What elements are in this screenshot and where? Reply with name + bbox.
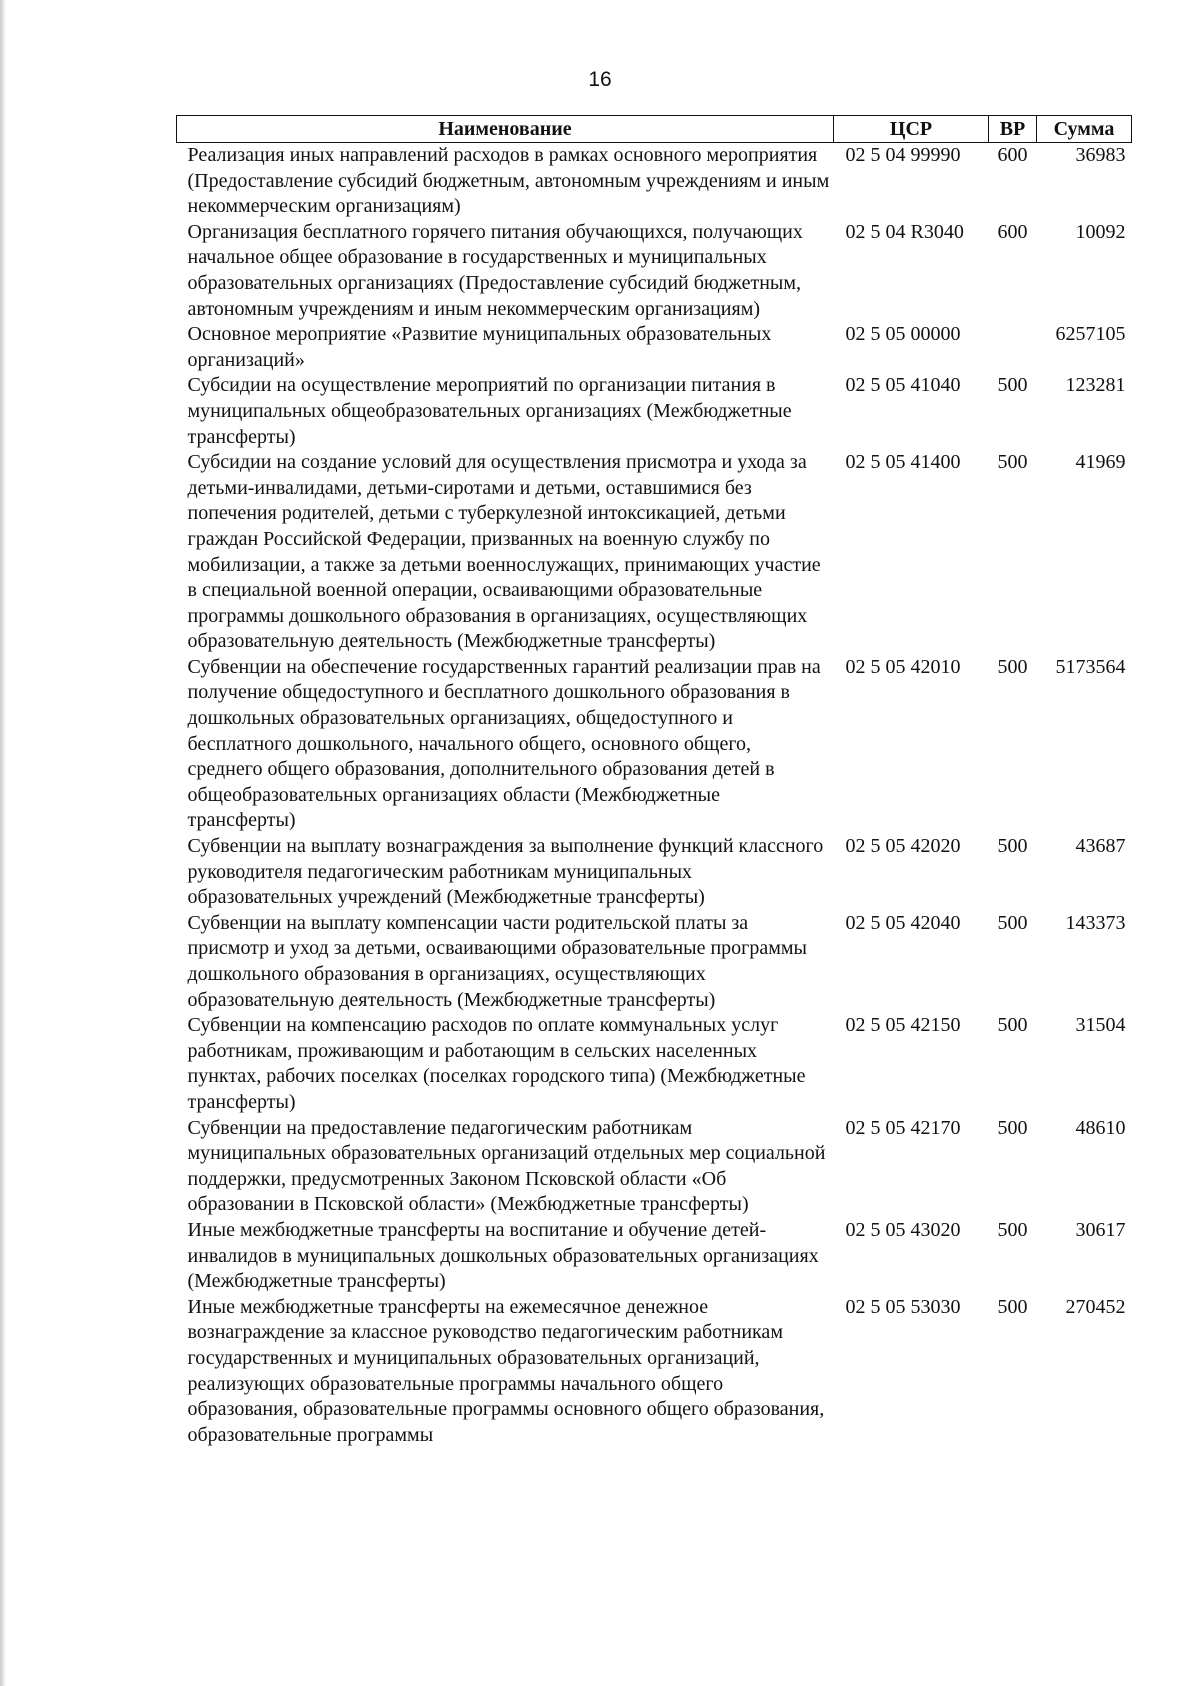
table-row — [177, 143, 1132, 220]
table-row — [177, 450, 1132, 655]
row-vr: 500 — [997, 835, 1028, 858]
row-sum: 10092 — [1075, 220, 1126, 243]
table-row — [177, 834, 1132, 911]
row-csr: 02 5 05 00000 — [845, 323, 961, 346]
row-vr: 500 — [997, 1295, 1028, 1318]
scan-edge — [0, 0, 6, 1686]
row-vr — [989, 322, 1037, 373]
row-csr: 02 5 05 42020 — [845, 835, 961, 858]
row-csr: 02 5 05 43020 — [845, 1218, 961, 1241]
row-sum: 143373 — [1065, 911, 1126, 934]
table-row — [177, 911, 1132, 1013]
header-csr: ЦСР — [834, 116, 989, 143]
page-number: 16 — [588, 68, 612, 91]
row-sum: 30617 — [1075, 1218, 1126, 1241]
row-sum: 31504 — [1075, 1014, 1126, 1037]
table-row — [177, 1218, 1132, 1295]
row-sum: 5173564 — [1055, 655, 1126, 678]
row-name: Реализация иных направлений расходов в рамках основного мероприятия (Предоставление субсидий бюджетным, автономным учреждениям и иным некоммерческим организациям) — [187, 144, 830, 218]
row-vr: 500 — [997, 911, 1028, 934]
row-vr: 500 — [997, 1014, 1028, 1037]
row-vr: 500 — [997, 1218, 1028, 1241]
row-name: Основное мероприятие «Развитие муниципальных образовательных организаций» — [187, 323, 772, 371]
row-csr: 02 5 05 42010 — [845, 655, 961, 678]
row-name: Субвенции на выплату компенсации части родительской платы за присмотр и уход за детьми, осваивающими образовательные программы дошкольного образования в организациях, осуществляющих образовательную деятельность (Межбюджетные трансферты) — [187, 911, 807, 1011]
row-name: Субвенции на выплату вознаграждения за выполнение функций классного руководителя педагогическим работникам муниципальных образовательных учреждений (Межбюджетные трансферты) — [187, 835, 824, 909]
row-vr: 500 — [997, 655, 1028, 678]
row-csr: 02 5 05 42040 — [845, 911, 961, 934]
table-header-row — [177, 116, 1132, 143]
header-sum: Сумма — [1037, 116, 1132, 143]
row-csr: 02 5 05 42170 — [845, 1116, 961, 1139]
table-row — [177, 1295, 1132, 1449]
row-csr: 02 5 05 41400 — [845, 451, 961, 474]
row-vr: 500 — [997, 451, 1028, 474]
row-name: Субсидии на создание условий для осуществления присмотра и ухода за детьми-инвалидами, детьми-сиротами и детьми, оставшимися без попечения родителей, детьми с туберкулезной интоксикацией, детьми граждан Российской Федерации, призванных на военную службу по мобилизации, а также за детьми военнослужащих, принимающих участие в специальной военной операции, осваивающими образовательные программы дошкольного образования в организациях, осуществляющих образовательную деятельность (Межбюджетные трансферты) — [187, 451, 821, 653]
row-csr: 02 5 05 41040 — [845, 374, 961, 397]
row-name: Организация бесплатного горячего питания обучающихся, получающих начальное общее образование в государственных и муниципальных образовательных организациях (Предоставление субсидий бюджетным, автономным учреждениям и иным некоммерческим организациям) — [187, 220, 803, 320]
row-name: Субвенции на предоставление педагогическим работникам муниципальных образовательных организаций отдельных мер социальной поддержки, предусмотренных Законом Псковской области «Об образовании в Псковской области» (Межбюджетные трансферты) — [187, 1116, 826, 1216]
row-name: Субсидии на осуществление мероприятий по организации питания в муниципальных общеобразовательных организациях (Межбюджетные трансферты) — [187, 374, 792, 448]
row-csr: 02 5 04 R3040 — [845, 220, 964, 243]
row-vr: 500 — [997, 1116, 1028, 1139]
row-sum: 43687 — [1075, 835, 1126, 858]
table-row — [177, 1013, 1132, 1115]
row-vr: 500 — [997, 374, 1028, 397]
table-row — [177, 373, 1132, 450]
row-vr: 600 — [997, 220, 1028, 243]
row-csr: 02 5 04 99990 — [845, 144, 961, 166]
header-name: Наименование — [177, 116, 834, 143]
row-vr: 600 — [997, 144, 1028, 166]
table-row — [177, 1116, 1132, 1218]
table-row — [177, 322, 1132, 373]
row-name: Иные межбюджетные трансферты на ежемесячное денежное вознаграждение за классное руководство педагогическим работникам государственных и муниципальных образовательных организаций, реализующих образовательные программы начального общего образования, образовательные программы основного общего образования, образовательные программы — [187, 1295, 825, 1446]
row-sum: 6257105 — [1055, 323, 1126, 346]
header-vr: ВР — [989, 116, 1037, 143]
row-sum: 41969 — [1075, 451, 1126, 474]
table-row — [177, 220, 1132, 322]
row-sum: 123281 — [1065, 374, 1126, 397]
row-name: Субвенции на обеспечение государственных гарантий реализации прав на получение общедоступного и бесплатного дошкольного образования в дошкольных образовательных организациях, общедоступного и бесплатного дошкольного, начального общего, основного общего, среднего общего образования, дополнительного образования детей в общеобразовательных организациях области (Межбюджетные трансферты) — [187, 655, 821, 832]
budget-table — [176, 115, 1132, 1448]
row-sum: 36983 — [1075, 144, 1126, 166]
row-name: Субвенции на компенсацию расходов по оплате коммунальных услуг работникам, проживающим и работающим в сельских населенных пунктах, рабочих поселках (поселках городского типа) (Межбюджетные трансферты) — [187, 1014, 806, 1113]
row-name: Иные межбюджетные трансферты на воспитание и обучение детей-инвалидов в муниципальных дошкольных образовательных организациях (Межбюджетные трансферты) — [187, 1218, 819, 1293]
row-sum: 48610 — [1075, 1116, 1126, 1139]
row-csr: 02 5 05 53030 — [845, 1295, 961, 1318]
row-sum: 270452 — [1065, 1295, 1126, 1318]
row-csr: 02 5 05 42150 — [845, 1014, 961, 1037]
table-row — [177, 655, 1132, 834]
